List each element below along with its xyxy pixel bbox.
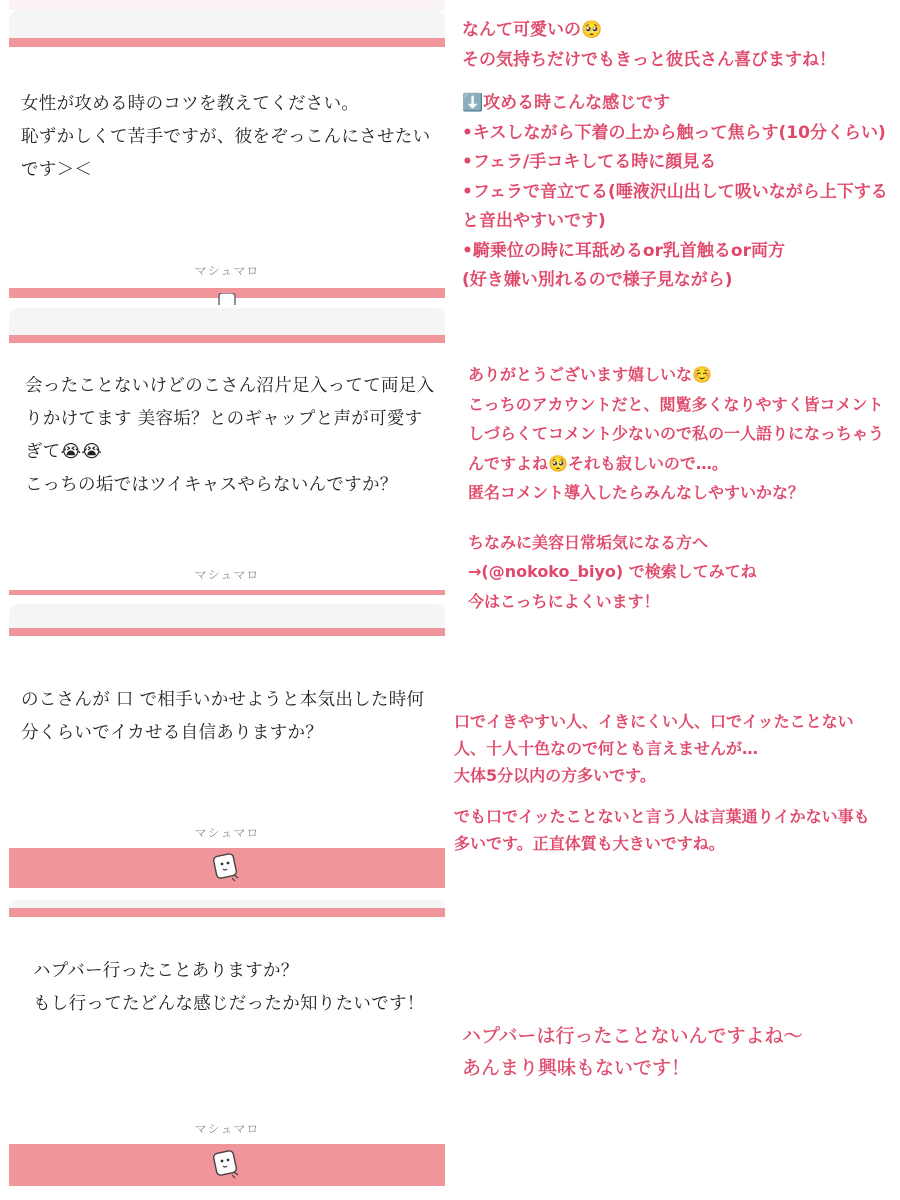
question-card-3 [9,604,445,888]
card-footer-bar [9,1144,445,1186]
card-footer-bar [9,288,445,298]
previous-card-remnant [9,0,445,10]
marshmallow-mascot-icon [216,290,238,309]
marshmallow-mascot-icon [212,1150,242,1184]
question-text: 会ったことないけどのこさん沼片足入ってて両足入りかけてます 美容垢？とのギャップと声が可愛すぎて😭😭 こっちの垢ではツイキャスやらないんですか？ [25,376,435,495]
answer-block-4 [462,1020,892,1084]
answer-block-3 [454,708,884,857]
answer-paragraph: ちなみに美容日常垢気になる方へ →(@nokoko_biyo) で検索してみてね 今はこっちによくいます！ [468,532,757,611]
card-header-strip [9,10,445,38]
card-header-line [9,628,445,636]
question-text: ハプバー行ったことありますか？ もし行ってたどんな感じだったか知りたいです！ [33,961,425,1014]
answer-paragraph: ありがとうございます嬉しいな☺️ こっちのアカウントだと、閲覧多くなりやすく皆コメントしづらくてコメント少ないので私の一人語りになっちゃうんですよね🥺それも寂しいので…。 匿名コメント導入したらみんなしやすいかな？ [468,365,885,502]
question-card-1 [9,10,445,298]
brand-label: マシュマロ [194,1122,260,1136]
marshmallow-mascot-icon [212,853,242,887]
card-footer-bar [9,848,445,888]
answer-paragraph: 口でイきやすい人、イきにくい人、口でイッたことない人、十人十色なので何とも言えませんが… 大体5分以内の方多いです。 [454,712,854,785]
answer-paragraph: でも口でイッたことないと言う人は言葉通りイかない事も多いです。正直体質も大きいですね。 [454,807,870,853]
card-header-line [9,335,445,343]
brand-label: マシュマロ [194,826,260,840]
answer-paragraph: ⬇️攻める時こんな感じです •キスしながら下着の上から触って焦らす(10分くらい) •フェラ/手コキしてる時に顔見る •フェラで音立てる(唾液沢山出して吸いながら上下すると音出やすいです) •騎乗位の時に耳舐めるor乳首触るor両方 (好き嫌い別れるので様子見ながら) [462,93,888,290]
question-card-2 [9,308,445,596]
question-card-4 [9,900,445,1188]
card-header-strip [9,604,445,628]
question-text: 女性が攻める時のコツを教えてください。 恥ずかしくて苦手ですが、彼をぞっこんにさせたいです＞＜ [21,94,431,180]
brand-label: マシュマロ [194,568,260,582]
brand-label: マシュマロ [194,264,260,278]
answer-block-1 [462,16,892,296]
answer-block-2 [468,360,886,616]
answer-paragraph: なんて可愛いの🥺 その気持ちだけでもきっと彼氏さん喜びますね！ [462,20,836,70]
card-header-strip [9,308,445,335]
question-text: のこさんが 口 で相手いかせようと本気出した時何分くらいでイカせる自信ありますか？ [21,690,425,743]
card-header-line [9,38,445,47]
card-header-strip [9,900,445,908]
card-footer-bar [9,590,445,595]
answer-paragraph: ハプバーは行ったことないんですよね～ あんまり興味もないです！ [462,1025,803,1079]
card-header-line [9,908,445,917]
